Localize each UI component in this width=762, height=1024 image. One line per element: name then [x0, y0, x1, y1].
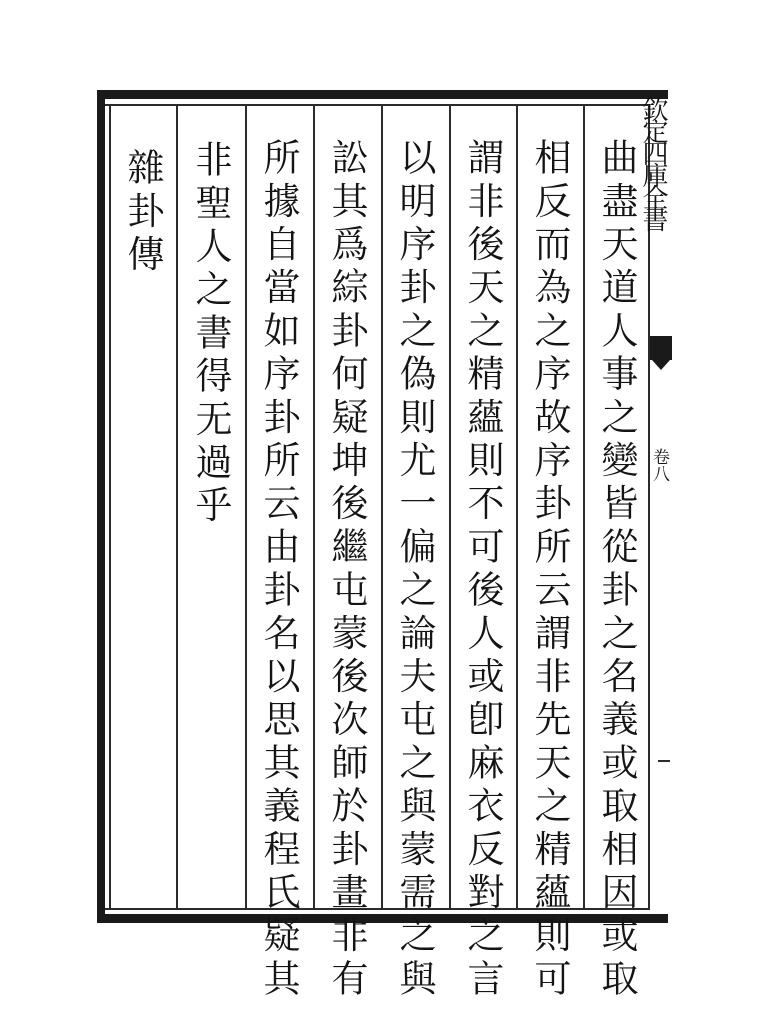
- text-column-6: 所據自當如序卦所云由卦名以思其義程氏疑其: [257, 138, 300, 1002]
- fishtail-notch: [652, 360, 670, 370]
- text-column-4: 以明序卦之偽則尤一偏之論夫屯之與蒙需之與: [393, 138, 436, 1002]
- frame-bottom-border: [97, 914, 668, 923]
- book-title: 欽定四庫全書: [638, 96, 668, 228]
- text-column-7: 非聖人之書得无過乎: [189, 140, 232, 529]
- volume-label: 卷八: [649, 448, 669, 482]
- column-rule: [583, 104, 585, 910]
- text-column-5: 訟其爲綜卦何疑坤後繼屯蒙後次師於卦畫非有: [325, 138, 368, 1002]
- frame-left-border: [97, 90, 105, 923]
- column-rule: [245, 104, 247, 910]
- text-column-1: 曲盡天道人事之變皆從卦之名義或取相因或取: [595, 138, 638, 1002]
- frame-top-inner-border: [103, 104, 648, 106]
- column-rule: [449, 104, 451, 910]
- section-heading: 雜卦傳: [121, 148, 164, 278]
- column-rule: [176, 104, 178, 910]
- margin-tick: [658, 760, 670, 762]
- frame-left-inner-border: [109, 104, 111, 910]
- text-column-3: 謂非後天之精蘊則不可後人或卽麻衣反對之言: [461, 138, 504, 1002]
- column-rule: [516, 104, 518, 910]
- column-rule: [381, 104, 383, 910]
- fishtail-mark: [650, 336, 672, 360]
- column-rule: [313, 104, 315, 910]
- text-column-2: 相反而為之序故序卦所云謂非先天之精蘊則可: [528, 138, 571, 1002]
- frame-top-border: [97, 90, 668, 99]
